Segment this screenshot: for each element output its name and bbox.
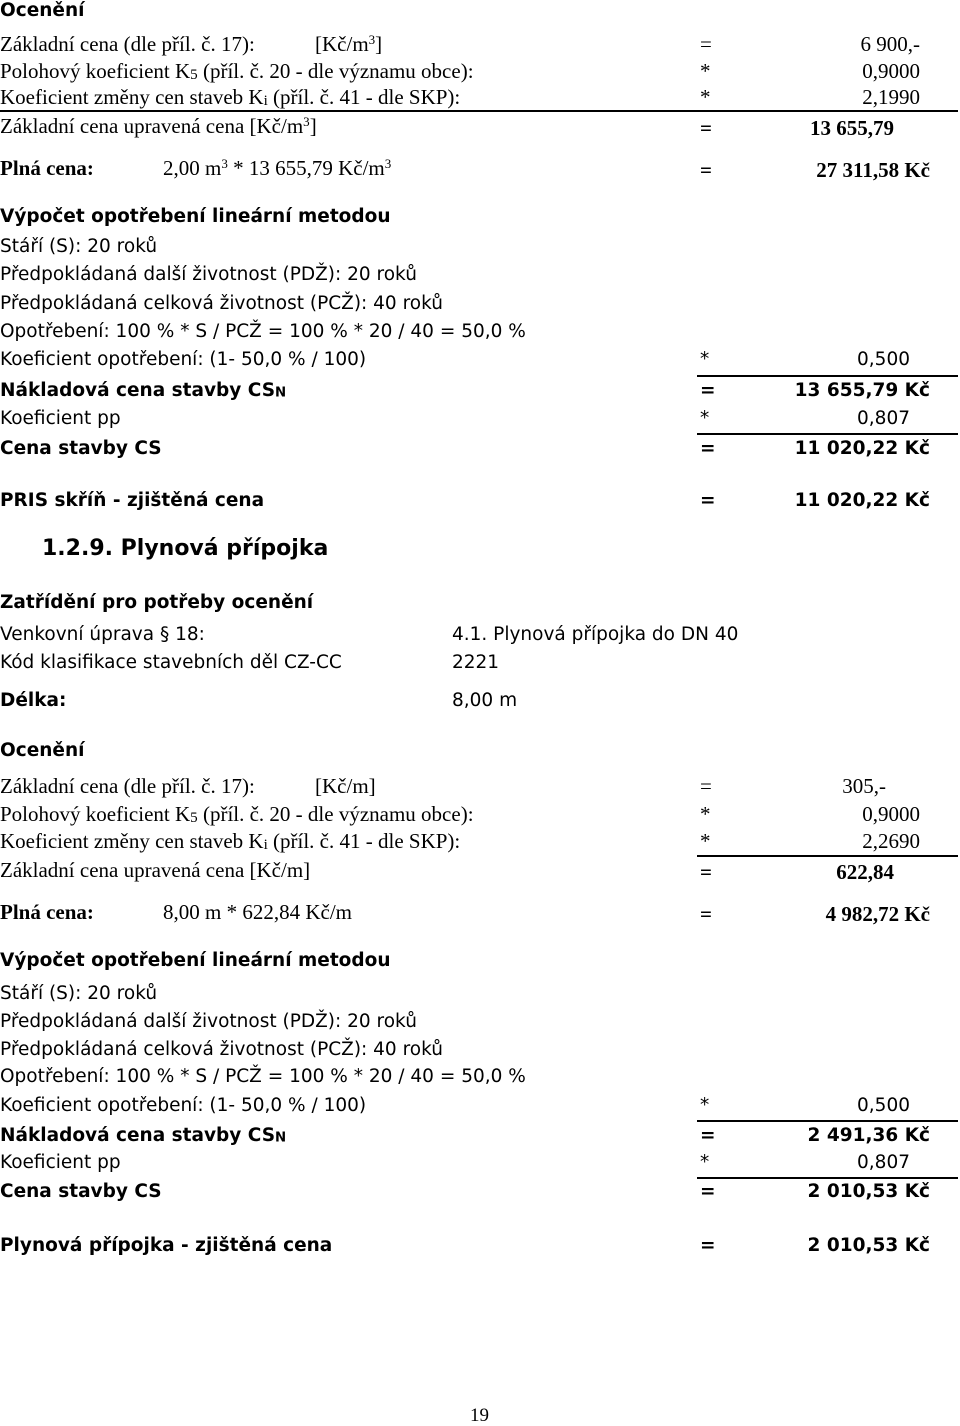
plna-cena-label: Plná cena: (0, 900, 94, 924)
polohovy-koef-value: 0,9000 (862, 802, 920, 826)
divider (0, 110, 958, 112)
opotrebeni-heading: Výpočet opotřebení lineární metodou (0, 206, 391, 227)
divider (697, 1177, 958, 1179)
koef-opotrebeni-value: 0,500 (857, 1095, 910, 1116)
plynova-zjistena-cena-label: Plynová přípojka - zjištěná cena (0, 1235, 333, 1256)
cena-stavby-label: Cena stavby CS (0, 1181, 162, 1202)
koef-pp-label: Koeficient pp (0, 408, 121, 429)
upravena-cena-op: = (700, 860, 712, 884)
zakladni-cena-op: = (700, 774, 712, 798)
koef-pp-value: 0,807 (857, 1152, 910, 1173)
zatrideni-heading: Zatřídění pro potřeby ocenění (0, 592, 314, 613)
plna-cena-formula: 2,00 $m^3 * 13$ 655,79 $Kč/m^3$ (163, 155, 392, 180)
zakladni-cena-op: = (700, 32, 712, 56)
koef-pp-value: 0,807 (857, 408, 910, 429)
upravena-cena-value: 13 655,79 (810, 116, 894, 140)
nakladova-cena-row: Nákladová cena stavby CSN (0, 380, 287, 401)
koef-opotrebeni-label: Koeficient opotřebení: (1- 50,0 % / 100) (0, 1095, 367, 1116)
zakladni-cena-value: 6 900,- (860, 32, 920, 56)
oceneni-heading: Ocenění (0, 0, 85, 21)
nakladova-cena-op: = (700, 380, 716, 401)
opotrebeni-heading: Výpočet opotřebení lineární metodou (0, 950, 391, 971)
koef-pp-op: * (700, 1152, 710, 1173)
polohovy-koef-op: * (700, 59, 711, 83)
delka-label: Délka: (0, 690, 67, 711)
plynova-zjistena-cena-value: 2 010,53 Kč (807, 1235, 930, 1256)
polohovy-koef-row: Polohový koeficient K5 (příl. č. 20 - dle významu obce): (0, 802, 474, 826)
koef-zmeny-op: * (700, 829, 711, 853)
kod-klasifikace-value: 2221 (452, 652, 500, 673)
nakladova-cena-row: Nákladová cena stavby CSN (0, 1125, 287, 1146)
pcz-text: Předpokládaná celková životnost (PCŽ): 40 roků (0, 293, 443, 314)
upravena-cena-op: = (700, 116, 712, 140)
venkovni-uprava-value: 4.1. Plynová přípojka do DN 40 (452, 624, 739, 645)
cena-stavby-value: 11 020,22 Kč (794, 438, 930, 459)
pdz-text: Předpokládaná další životnost (PDŽ): 20 roků (0, 1011, 417, 1032)
plna-cena-op: = (700, 158, 712, 182)
delka-value: 8,00 m (452, 690, 518, 711)
koef-opotrebeni-op: * (700, 349, 710, 370)
plna-cena-label: Plná cena: (0, 156, 94, 180)
koef-zmeny-op: * (700, 85, 711, 109)
koef-zmeny-row: Koeficient změny cen staveb Ki (příl. č. 41 - dle SKP): (0, 85, 461, 109)
plna-cena-value: 4 982,72 Kč (825, 902, 930, 926)
upravena-cena-label: Základní cena upravená cena [Kč/m] (0, 858, 311, 882)
stari-text: Stáří (S): 20 roků (0, 236, 158, 257)
koef-zmeny-value: 2,1990 (862, 85, 920, 109)
cena-stavby-value: 2 010,53 Kč (807, 1181, 930, 1202)
plna-cena-op: = (700, 902, 712, 926)
cena-stavby-op: = (700, 438, 716, 459)
opotrebeni-calc: Opotřebení: 100 % * S / PCŽ = 100 % * 20 / 40 = 50,0 % (0, 321, 526, 342)
oceneni-heading: Ocenění (0, 740, 85, 761)
section-title: 1.2.9. Plynová přípojka (42, 536, 329, 561)
nakladova-cena-value: 2 491,36 Kč (807, 1125, 930, 1146)
pris-zjistena-cena-op: = (700, 490, 716, 511)
zakladni-cena-row: Základní cena (dle příl. č. 17): [Kč/m] (0, 774, 376, 798)
zakladni-cena-unit: $[Kč/m^3]$ (315, 31, 383, 56)
plynova-zjistena-cena-op: = (700, 1235, 716, 1256)
pcz-text: Předpokládaná celková životnost (PCŽ): 40 roků (0, 1039, 443, 1060)
koef-pp-op: * (700, 408, 710, 429)
koef-opotrebeni-value: 0,500 (857, 349, 910, 370)
pdz-text: Předpokládaná další životnost (PDŽ): 20 roků (0, 264, 417, 285)
polohovy-koef-op: * (700, 802, 711, 826)
divider (697, 1120, 958, 1122)
pris-zjistena-cena-label: PRIS skříň - zjištěná cena (0, 490, 265, 511)
cena-stavby-op: = (700, 1181, 716, 1202)
page-number: 19 (470, 1405, 489, 1426)
koef-opotrebeni-label: Koeficient opotřebení: (1- 50,0 % / 100) (0, 349, 367, 370)
upravena-cena-row: Základní cena upravená cena $[Kč/m^3]$ (0, 113, 317, 138)
zakladni-cena-label: Základní cena (dle příl. č. 17): (0, 32, 255, 56)
stari-text: Stáří (S): 20 roků (0, 983, 158, 1004)
plna-cena-value: 27 311,58 Kč (816, 158, 930, 182)
nakladova-cena-value: 13 655,79 Kč (794, 380, 930, 401)
koef-opotrebeni-op: * (700, 1095, 710, 1116)
nakladova-cena-op: = (700, 1125, 716, 1146)
upravena-cena-value: 622,84 (836, 860, 894, 884)
polohovy-koef-row: Polohový koeficient K5 (příl. č. 20 - dle významu obce): (0, 59, 474, 83)
koef-zmeny-value: 2,2690 (862, 829, 920, 853)
plna-cena-formula: 8,00 m * 622,84 Kč/m (163, 900, 352, 924)
pris-zjistena-cena-value: 11 020,22 Kč (794, 490, 930, 511)
zakladni-cena-row (0, 31, 383, 56)
koef-zmeny-row: Koeficient změny cen staveb Ki (příl. č. 41 - dle SKP): (0, 829, 461, 853)
divider (697, 375, 958, 377)
venkovni-uprava-label: Venkovní úprava § 18: (0, 624, 205, 645)
cena-stavby-label: Cena stavby CS (0, 438, 162, 459)
opotrebeni-calc: Opotřebení: 100 % * S / PCŽ = 100 % * 20 / 40 = 50,0 % (0, 1066, 526, 1087)
kod-klasifikace-label: Kód klasifikace stavebních děl CZ-CC (0, 652, 342, 673)
koef-pp-label: Koeficient pp (0, 1152, 121, 1173)
divider (697, 855, 958, 857)
polohovy-koef-value: 0,9000 (862, 59, 920, 83)
divider (697, 433, 958, 435)
zakladni-cena-value: 305,- (842, 774, 886, 798)
